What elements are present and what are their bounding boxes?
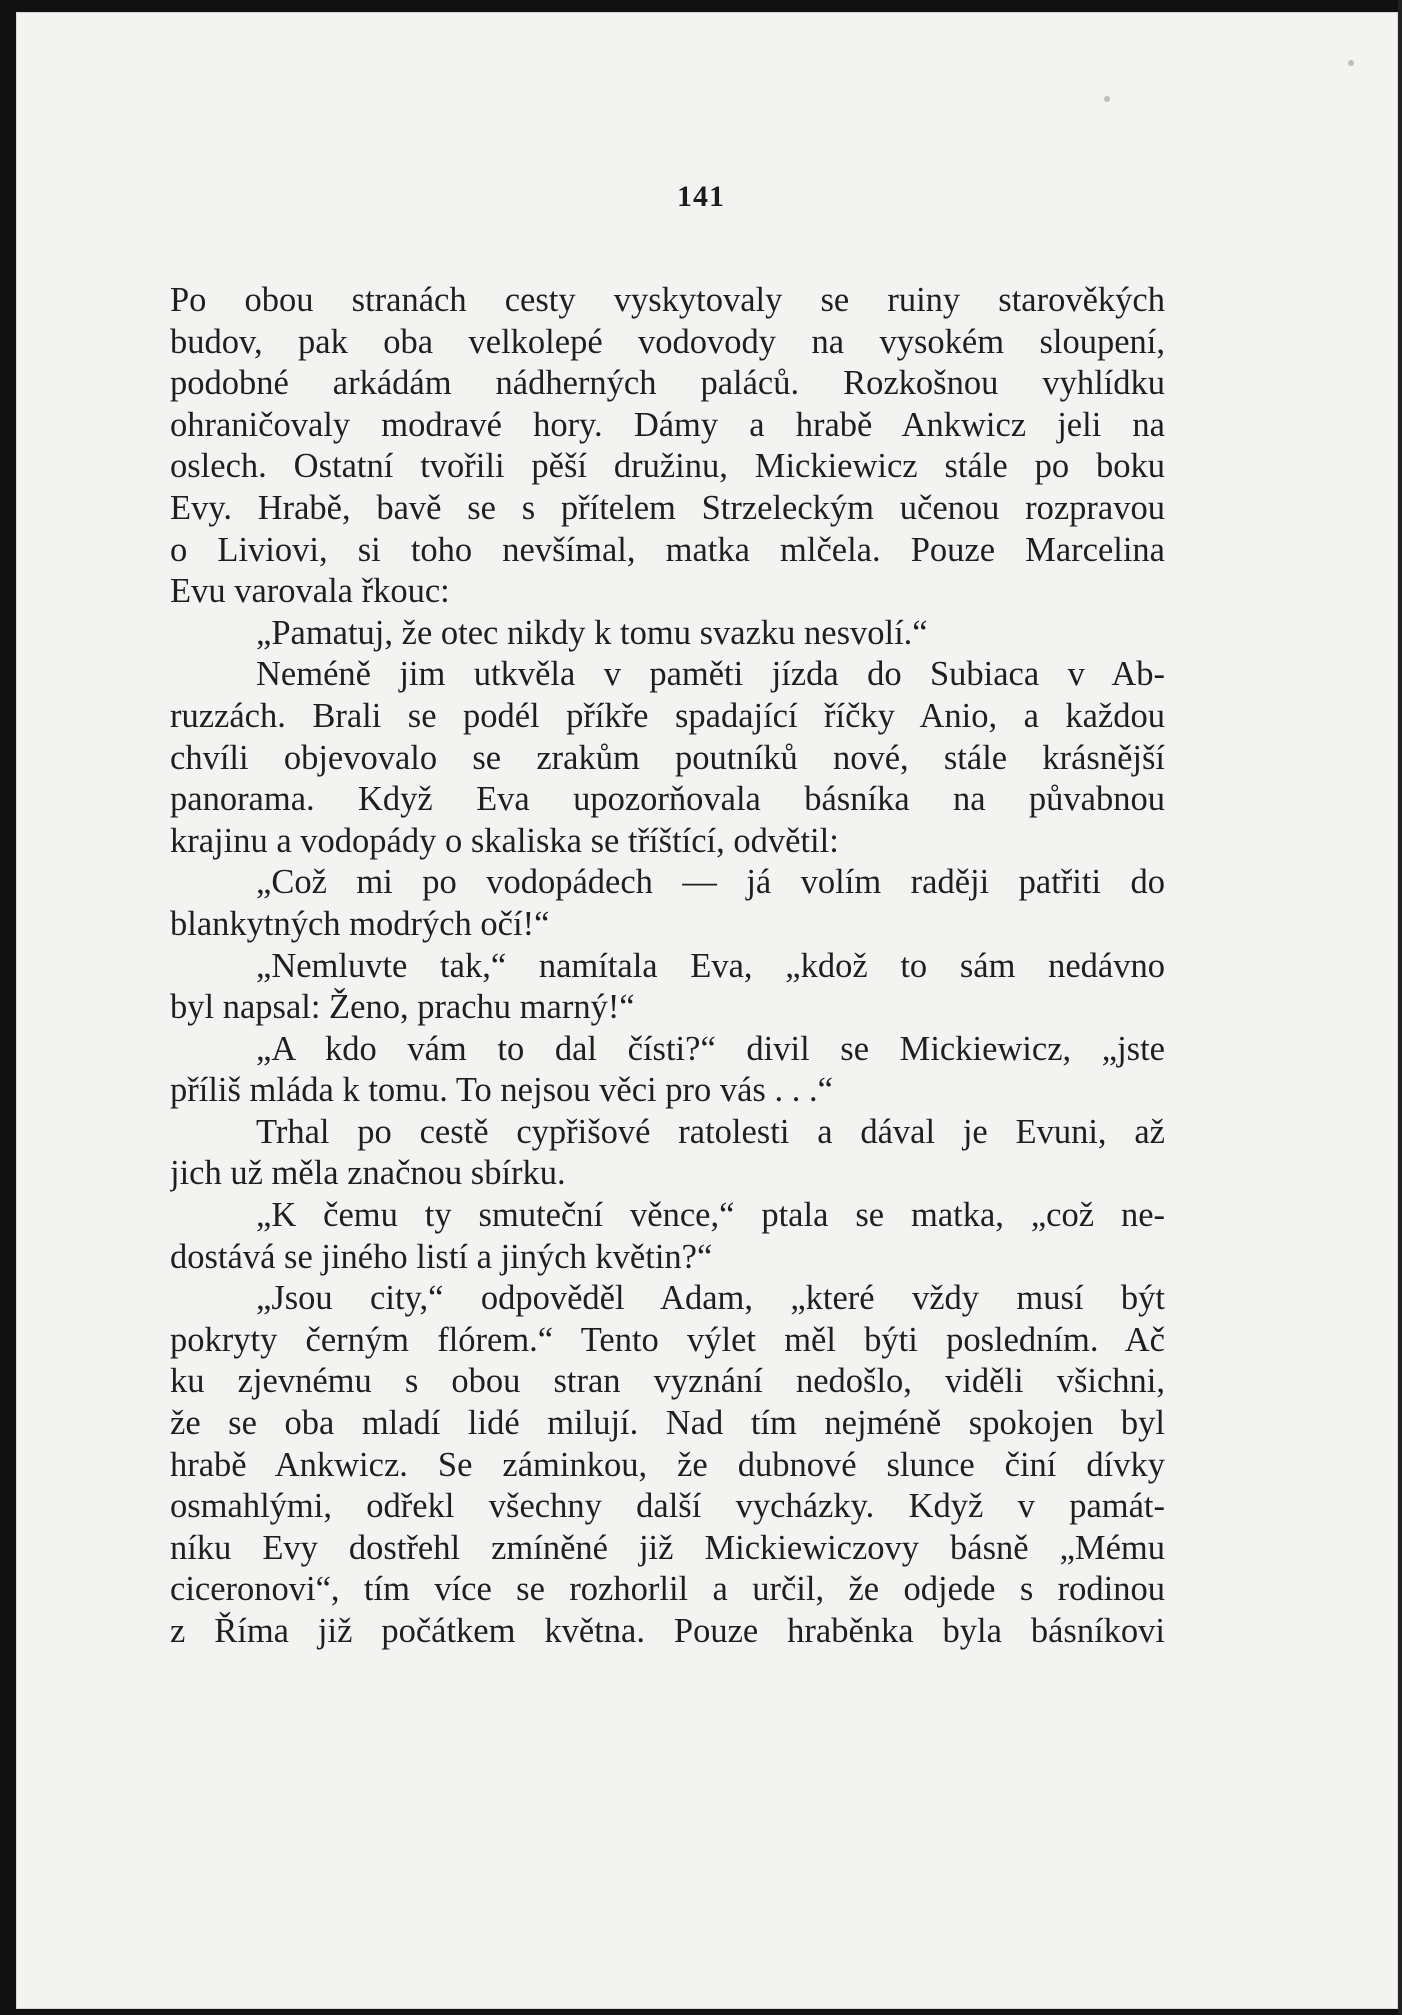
text-line: „Nemluvte tak,“ namítala Eva, „kdož to sám nedávno bbox=[256, 946, 1165, 985]
text-line: budov, pak oba velkolepé vodovody na vysokém sloupení, bbox=[170, 322, 1165, 361]
text-line: níku Evy dostřehl zmíněné již Mickiewiczovy básně „Mému bbox=[170, 1528, 1165, 1567]
paper-speck bbox=[1348, 60, 1354, 66]
text-line: „K čemu ty smuteční věnce,“ ptala se matka, „což ne- bbox=[256, 1196, 1165, 1235]
text-line: panorama. Když Eva upozorňovala básníka na půvabnou bbox=[170, 780, 1165, 819]
paper-speck bbox=[1104, 96, 1110, 102]
text-line: dostává se jiného listí a jiných květin?“ bbox=[170, 1237, 713, 1276]
text-line: hrabě Ankwicz. Se záminkou, že dubnové slunce činí dívky bbox=[170, 1445, 1165, 1484]
text-line: „Což mi po vodopádech — já volím raději patřiti do bbox=[256, 863, 1165, 902]
text-line: ciceronovi“, tím více se rozhorlil a určil, že odjede s rodinou bbox=[170, 1570, 1165, 1609]
text-line: o Liviovi, si toho nevšímal, matka mlčela. Pouze Marcelina bbox=[170, 530, 1165, 569]
text-line: jich už měla značnou sbírku. bbox=[170, 1154, 566, 1193]
text-line: oslech. Ostatní tvořili pěší družinu, Mickiewicz stále po boku bbox=[170, 447, 1165, 486]
text-line: blankytných modrých očí!“ bbox=[170, 904, 550, 943]
page-body bbox=[170, 280, 1165, 1653]
text-line: chvíli objevovalo se zrakům poutníků nové, stále krásnější bbox=[170, 738, 1165, 777]
text-line: ruzzách. Brali se podél příkře spadající říčky Anio, a každou bbox=[170, 696, 1165, 735]
text-line: ohraničovaly modravé hory. Dámy a hrabě Ankwicz jeli na bbox=[170, 405, 1165, 444]
text-line: osmahlými, odřekl všechny další vycházky. Když v památ- bbox=[170, 1487, 1165, 1526]
text-line: Evy. Hrabě, bavě se s přítelem Strzeleckým učenou rozpravou bbox=[170, 488, 1165, 527]
text-line: krajinu a vodopády o skaliska se tříštící, odvětil: bbox=[170, 821, 839, 860]
scan-top-edge bbox=[0, 0, 1402, 12]
text-line: byl napsal: Ženo, prachu marný!“ bbox=[170, 988, 635, 1027]
text-line: Neméně jim utkvěla v paměti jízda do Subiaca v Ab- bbox=[256, 655, 1165, 694]
text-line: pokryty černým flórem.“ Tento výlet měl býti posledním. Ač bbox=[170, 1320, 1165, 1359]
text-line: Po obou stranách cesty vyskytovaly se ruiny starověkých bbox=[170, 281, 1165, 319]
text-line: Evu varovala řkouc: bbox=[170, 572, 450, 611]
text-line: příliš mláda k tomu. To nejsou věci pro vás . . .“ bbox=[170, 1071, 833, 1110]
text-line: „Jsou city,“ odpověděl Adam, „které vždy musí být bbox=[256, 1279, 1165, 1318]
scan-left-edge bbox=[0, 0, 16, 2015]
page-number: 141 bbox=[677, 180, 725, 213]
text-line: „A kdo vám to dal čísti?“ divil se Mickiewicz, „jste bbox=[256, 1029, 1165, 1068]
text-line: Trhal po cestě cypřišové ratolesti a dával je Evuni, až bbox=[256, 1112, 1165, 1151]
text-line: podobné arkádám nádherných paláců. Rozkošnou vyhlídku bbox=[170, 364, 1165, 403]
text-line: že se oba mladí lidé milují. Nad tím nejméně spokojen byl bbox=[170, 1404, 1165, 1443]
scan-right-edge bbox=[1398, 0, 1402, 2015]
scan-bottom-edge bbox=[0, 2009, 1402, 2015]
text-line: z Říma již počátkem května. Pouze hraběnka byla básníkovi bbox=[170, 1612, 1165, 1650]
text-line: „Pamatuj, že otec nikdy k tomu svazku nesvolí.“ bbox=[256, 613, 928, 652]
text-line: ku zjevnému s obou stran vyznání nedošlo, viděli všichni, bbox=[170, 1362, 1165, 1401]
